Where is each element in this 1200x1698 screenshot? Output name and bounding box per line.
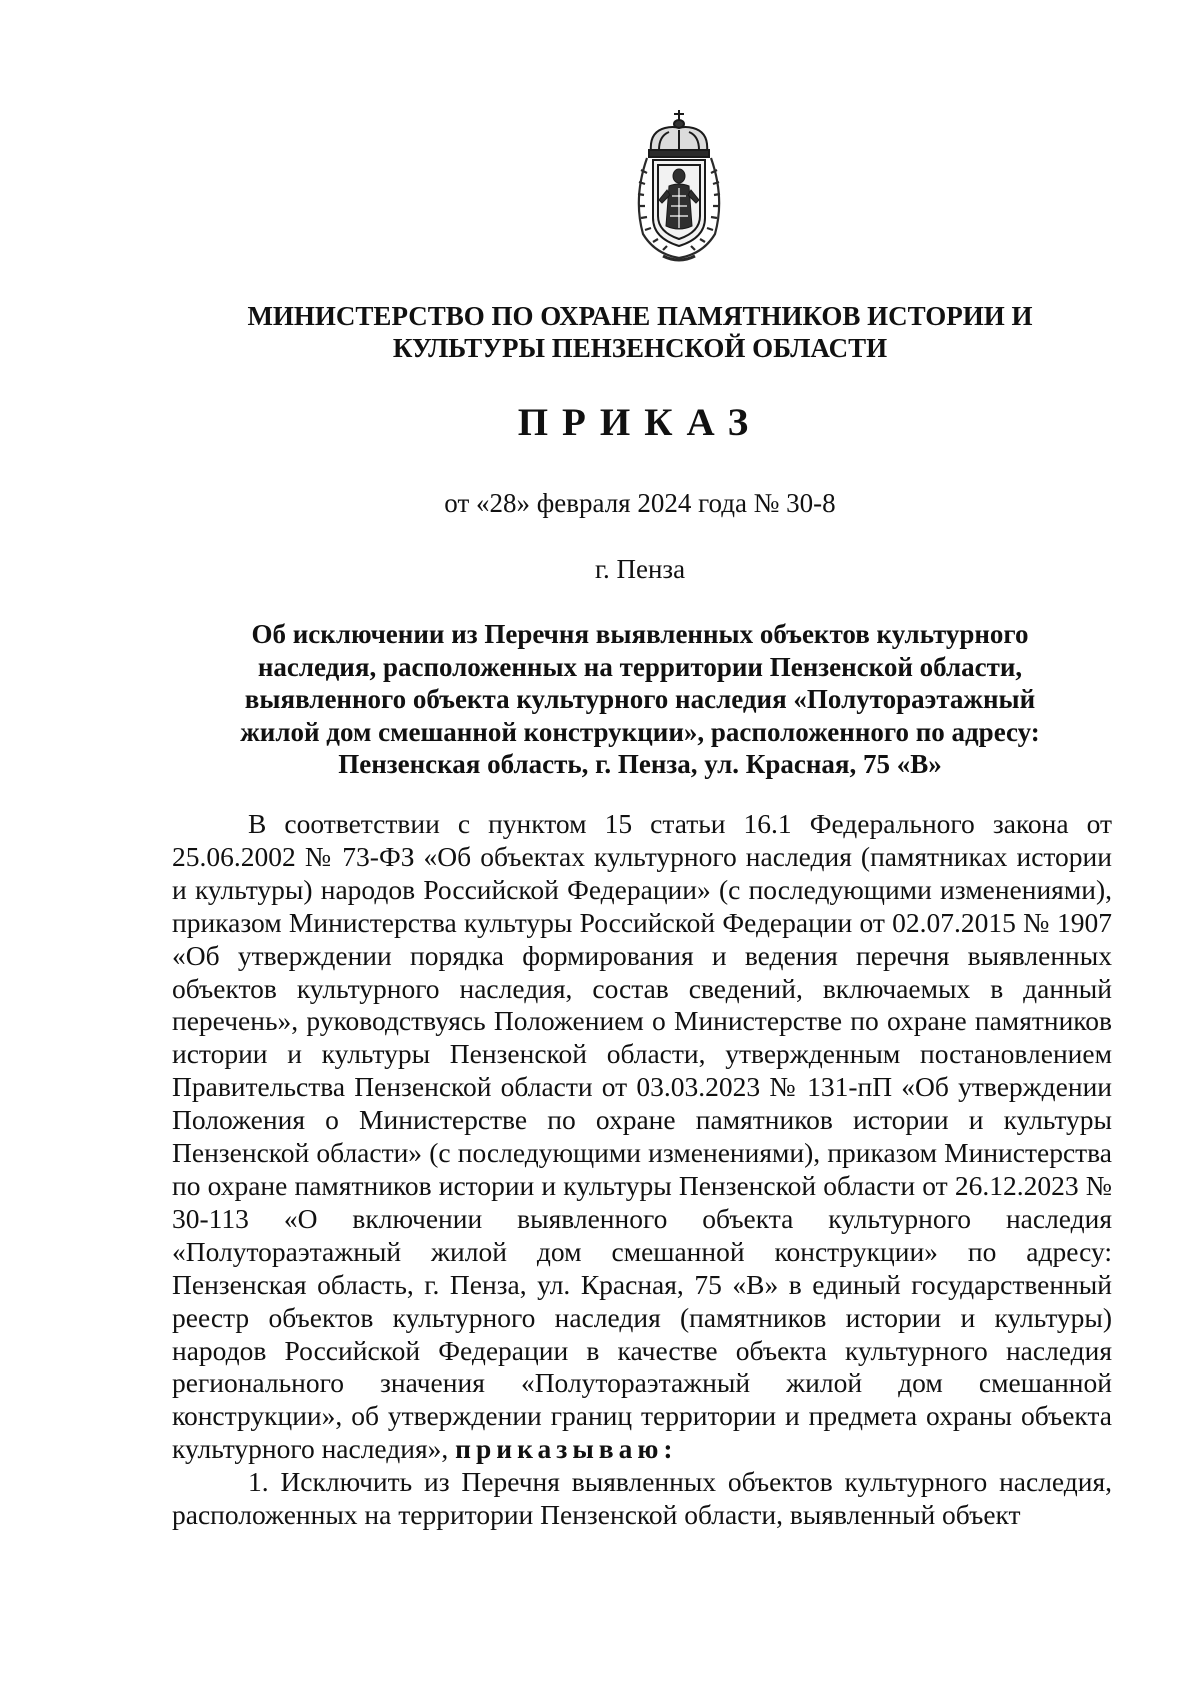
order-date-number: от «28» февраля 2024 года № 30-8 [444,488,836,518]
ministry-line-1: МИНИСТЕРСТВО ПО ОХРАНЕ ПАМЯТНИКОВ ИСТОРИИ И [247,301,1033,331]
ministry-name [170,300,1110,364]
subject-line-4: жилой дом смешанной конструкции», расположенного по адресу: [240,716,1040,747]
directive-word: приказываю: [455,1433,678,1465]
subject-line-2: наследия, расположенных на территории Пензенской области, [257,651,1023,682]
document-type-heading: ПРИКАЗ [517,401,763,444]
order-city: г. Пенза [594,554,686,584]
order-body [172,808,1112,1532]
subject-line-3: выявленного объекта культурного наследия «Полутораэтажный [244,684,1036,714]
item-1-paragraph: 1. Исключить из Перечня выявленных объектов культурного наследия, расположенных на территории Пензенской области, выявленный объект [172,1466,1112,1531]
preamble-paragraph [172,808,1112,1466]
subject-line-5: Пензенская область, г. Пенза, ул. Красная, 75 «В» [338,749,942,779]
ministry-line-2: КУЛЬТУРЫ ПЕНЗЕНСКОЙ ОБЛАСТИ [392,333,888,363]
preamble-text: В соответствии с пунктом 15 статьи 16.1 Федерального закона от 25.06.2002 № 73-ФЗ «Об объектах культурного наследия (памятниках истории и культуры) народов Российской Федерации» (с последующими изменениями), приказом Министерства культуры Российской Федерации от 02.07.2015 № 1907 «Об утверждении порядка формирования и ведения перечня выявленных объектов культурного наследия, состав сведений, включаемых в данный перечень», руководствуясь Положением о Министерстве по охране памятников истории и культуры Пензенской области, утвержденным постановлением Правительства Пензенской области от 03.03.2023 № 131-пП «Об утверждении Положения о Министерстве по охране памятников истории и культуры Пензенской области» (с последующими изменениями), приказом Министерства по охране памятников истории и культуры Пензенской области от 26.12.2023 № 30-113 «О включении выявленного объекта культурного наследия «Полутораэтажный жилой дом смешанной конструкции» по адресу: Пензенская область, г. Пенза, ул. Красная, 75 «В» в единый государственный реестр объектов культурного наследия (памятников истории и культуры) народов Российской Федерации в качестве объекта культурного наследия регионального значения «Полутораэтажный жилой дом смешанной конструкции», об утверждении границ территории и предмета охраны объекта культурного наследия», [172,808,1112,1465]
subject-line-1: Об исключении из Перечня выявленных объектов культурного [251,619,1029,649]
order-subject [170,618,1110,781]
coat-of-arms-icon [629,108,729,264]
